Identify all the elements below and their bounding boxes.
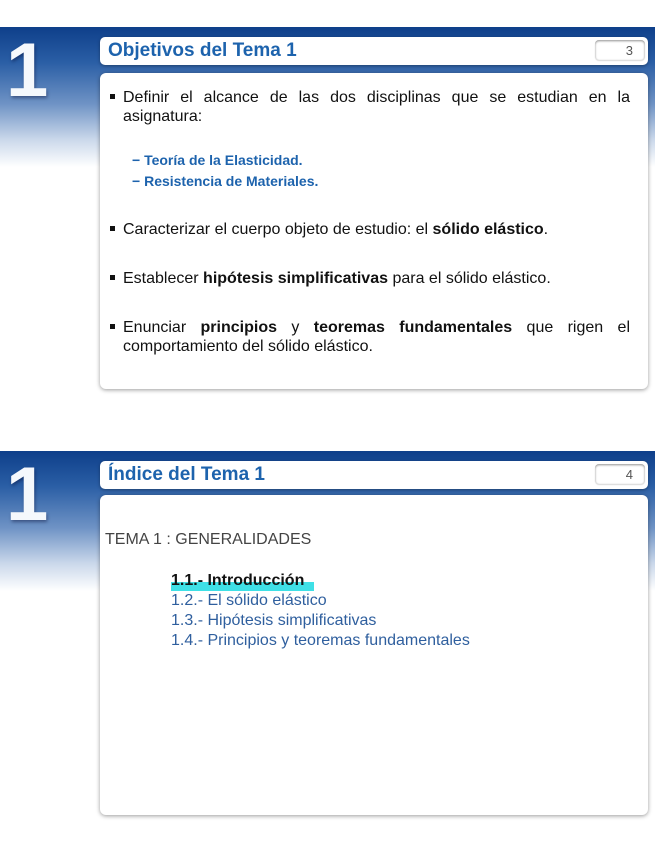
slide-objetivos [0,27,655,427]
page-number-box [595,464,645,484]
sub-item-2-label: Resistencia de Materiales. [144,173,319,189]
bullet-square-icon [110,324,115,329]
chapter-number: 1 [6,452,49,537]
bullet-4-bold-2: teoremas fundamentales [313,319,513,336]
chapter-number: 1 [6,28,49,113]
sub-item-1 [132,150,303,171]
bullet-3-text: Establecer [123,270,204,287]
bullet-4-line2: comportamiento del sólido elástico. [123,338,373,355]
bullet-2 [110,220,630,239]
bullet-square-icon [110,226,115,231]
slide-title: Índice del Tema 1 [108,464,265,485]
bullet-3 [110,269,630,288]
bullet-4-w3: y [291,319,300,336]
dash-icon: − [132,173,141,189]
sub-item-1-label: Teoría de la Elasticidad. [144,152,303,168]
page-number-box [595,40,645,60]
content-panel [100,495,648,815]
bullet-1-line2: asignatura: [123,108,203,125]
bullet-3-end: para el sólido elástico. [388,270,551,287]
toc-item-active: 1.1.- Introducción [171,571,314,591]
content-panel [100,73,648,389]
title-bar [100,461,648,489]
bullet-square-icon [110,275,115,280]
bullet-2-text: Caracterizar el cuerpo objeto de estudio: el [123,221,433,238]
bullet-2-bold: sólido elástico [432,221,544,238]
bullet-4-w1: Enunciar [123,319,187,336]
bullet-2-end: . [543,221,549,238]
dash-icon: − [132,152,141,168]
toc-item: 1.4.- Principios y teoremas fundamentales [171,632,470,649]
title-bar [100,37,648,65]
page-number: 3 [625,43,633,58]
bullet-4 [110,318,630,356]
bullet-1 [110,88,630,126]
bullet-4-w5: que rigen el [526,319,631,336]
page-number: 4 [625,467,633,482]
slide-title: Objetivos del Tema 1 [108,40,297,61]
bullet-3-bold: hipótesis simplificativas [203,270,388,287]
bullet-4-bold-1: principios [200,319,277,336]
toc-item: 1.2.- El sólido elástico [171,592,327,609]
sub-item-2 [132,171,318,192]
slide-indice [0,451,655,851]
bullet-square-icon [110,94,115,99]
toc-item: 1.3.- Hipótesis simplificativas [171,612,377,629]
section-heading: TEMA 1 : GENERALIDADES [105,531,312,548]
bullet-1-line1: Definir el alcance de las dos disciplinas que se estudian en la [123,89,630,106]
